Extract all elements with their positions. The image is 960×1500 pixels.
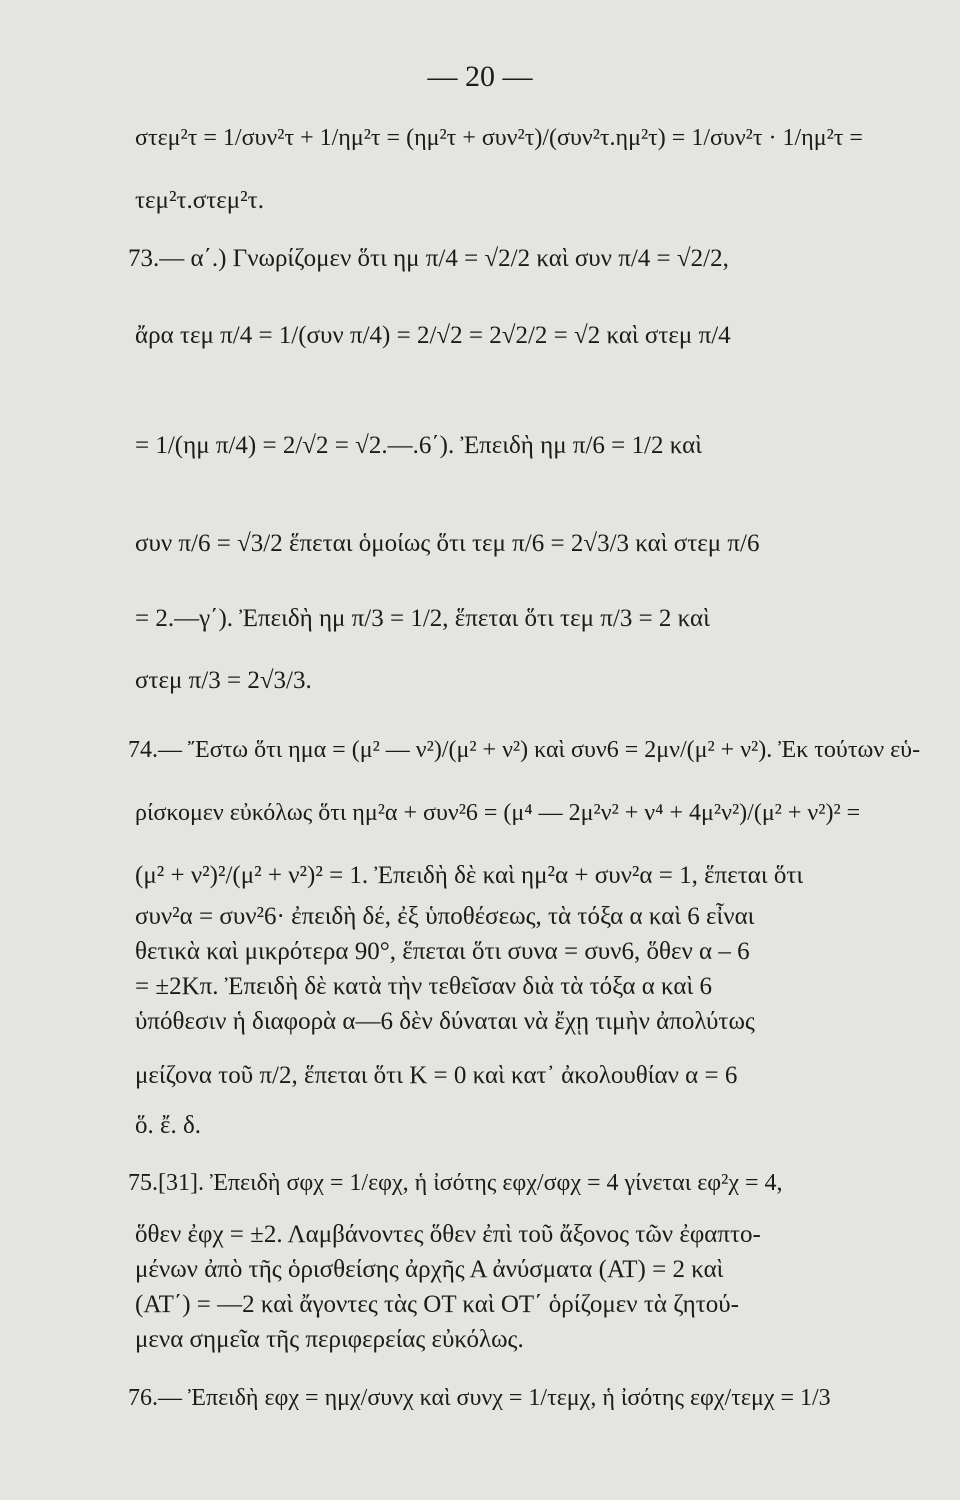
text-line: = ±2Κπ. Ἐπειδὴ δὲ κατὰ τὴν τεθεῖσαν διὰ τὰ τόξα α καὶ 6 [135,973,713,1000]
text-line: (ΑΤ΄) = —2 καὶ ἄγοντες τὰς ΟΤ καὶ ΟΤ΄ ὁρίζομεν τὰ ζητού- [135,1291,739,1318]
text-line: (μ² + ν²)²/(μ² + ν²)² = 1. Ἐπειδὴ δὲ καὶ ημ²α + συν²α = 1, ἕπεται ὅτι [135,862,804,889]
exercise-75-line: 75.[31]. Ἐπειδὴ σφχ = 1/εφχ, ἡ ἰσότης εφχ/σφχ = 4 γίνεται εφ²χ = 4, [128,1170,783,1196]
text-line: = 2.—γ΄). Ἐπειδὴ ημ π/3 = 1/2, ἕπεται ὅτι τεμ π/3 = 2 καὶ [135,605,710,632]
text-line: ὅ. ἔ. δ. [135,1112,202,1139]
text-line: στεμ²τ = 1/συν²τ + 1/ημ²τ = (ημ²τ + συν²τ)/(συν²τ.ημ²τ) = 1/συν²τ · 1/ημ²τ = [135,125,863,151]
text-line: μένων ἀπὸ τῆς ὁρισθείσης ἀρχῆς Α ἀνύσματα (ΑΤ) = 2 καὶ [135,1256,724,1283]
text-line: θετικὰ καὶ μικρότερα 90°, ἕπεται ὅτι συνα = συν6, ὅθεν α – 6 [135,938,750,965]
exercise-74-line: 74.— Ἔστω ὅτι ημα = (μ² — ν²)/(μ² + ν²) καὶ συν6 = 2μν/(μ² + ν²). Ἐκ τούτων εὑ- [128,737,921,763]
text-line: ρίσκομεν εὐκόλως ὅτι ημ²α + συν²6 = (μ⁴ — 2μ²ν² + ν⁴ + 4μ²ν²)/(μ² + ν²)² = [135,800,861,826]
exercise-73-line: 73.— α΄.) Γνωρίζομεν ὅτι ημ π/4 = √2/2 καὶ συν π/4 = √2/2, [128,245,729,272]
text-line: τεμ²τ.στεμ²τ. [135,187,264,214]
text-line: στεμ π/3 = 2√3/3. [135,667,312,694]
exercise-76-line: 76.— Ἐπειδὴ εφχ = ημχ/συνχ καὶ συνχ = 1/τεμχ, ἡ ἰσότης εφχ/τεμχ = 1/3 [128,1385,831,1411]
text-line: ὅθεν ἐφχ = ±2. Λαμβάνοντες ὅθεν ἐπὶ τοῦ ἄξονος τῶν ἐφαπτο- [135,1221,761,1248]
text-line: ὑπόθεσιν ἡ διαφορὰ α—6 δὲν δύναται νὰ ἔχῃ τιμὴν ἀπολύτως [135,1008,755,1035]
text-line: μείζονα τοῦ π/2, ἕπεται ὅτι Κ = 0 καὶ κατ᾿ ἀκολουθίαν α = 6 [135,1062,738,1089]
text-line: συν π/6 = √3/2 ἕπεται ὁμοίως ὅτι τεμ π/6 = 2√3/3 καὶ στεμ π/6 [135,530,760,557]
text-line: ἄρα τεμ π/4 = 1/(συν π/4) = 2/√2 = 2√2/2 = √2 καὶ στεμ π/4 [135,322,731,349]
text-line: μενα σημεῖα τῆς περιφερείας εὐκόλως. [135,1326,524,1353]
page-number: — 20 — [427,60,533,93]
text-line: συν²α = συν²6· ἐπειδὴ δέ, ἐξ ὑποθέσεως, τὰ τόξα α καὶ 6 εἶναι [135,903,755,930]
text-line: = 1/(ημ π/4) = 2/√2 = √2.—.6΄). Ἐπειδὴ ημ π/6 = 1/2 καὶ [135,432,702,459]
